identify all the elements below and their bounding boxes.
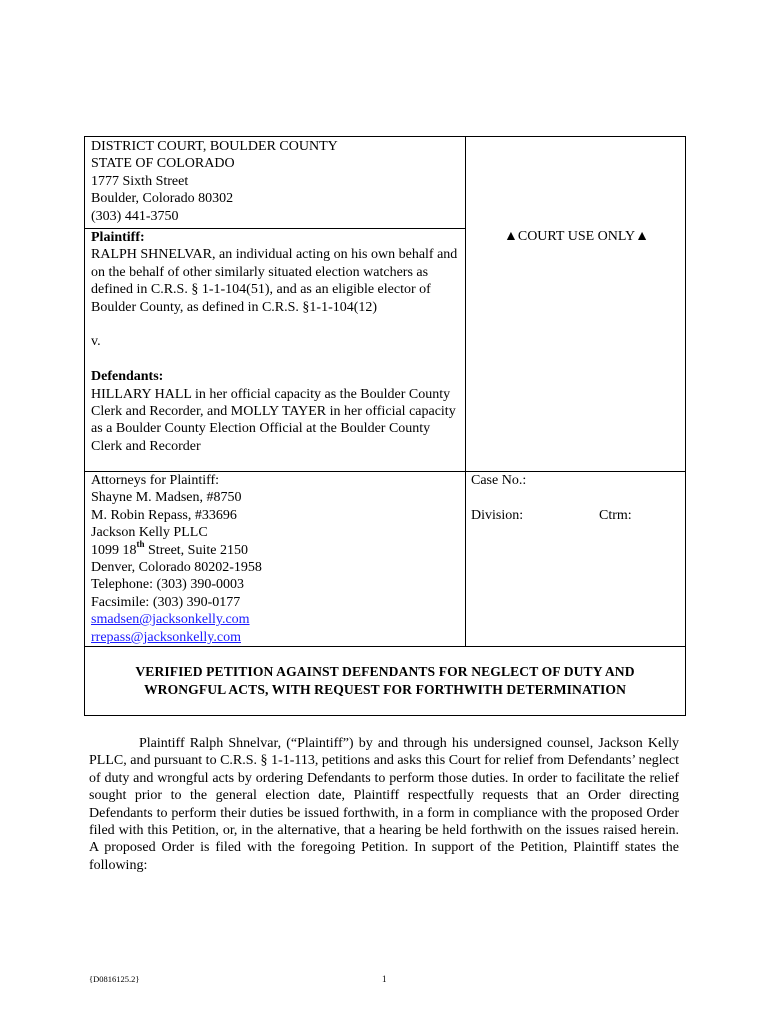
attorney-name: M. Robin Repass, #33696	[91, 507, 237, 523]
column-divider	[465, 137, 466, 647]
plaintiff-label: Plaintiff:	[91, 230, 145, 245]
court-name: DISTRICT COURT, BOULDER COUNTY	[91, 139, 338, 154]
division-label: Division:	[471, 507, 524, 523]
defendants-label: Defendants:	[91, 369, 164, 385]
court-state: STATE OF COLORADO	[91, 156, 235, 172]
firm-telephone: Telephone: (303) 390-0003	[91, 577, 244, 593]
defendants-text: HILLARY HALL in her official capacity as the Boulder County Clerk and Recorder, and MOLLY TAYER in her official capacity as a Boulder County Election Official at the Boulder County Clerk and Recorder	[91, 386, 456, 454]
attorneys-block	[91, 472, 461, 646]
parties-block	[91, 229, 459, 455]
caption-table	[84, 136, 686, 716]
firm-city: Denver, Colorado 80202-1958	[91, 560, 262, 576]
plaintiff-text: RALPH SHNELVAR, an individual acting on his own behalf and on the behalf of other similarly situated election watchers as defined in C.R.S. § 1-1-104(51), and as an eligible elector of Boulder County, as defined in C.R.S. §1-1-104(12)	[91, 247, 458, 315]
case-number-label: Case No.:	[471, 473, 527, 488]
court-use-only: ▲COURT USE ONLY▲	[504, 229, 649, 244]
body-paragraph: Plaintiff Ralph Shnelvar, (“Plaintiff”) by and through his undersigned counsel, Jackson Kelly PLLC, and pursuant to C.R.S. § 1-1-113, petitions and asks this Court for relief from Defendants’ neglect of duty and wrongful acts by ordering Defendants to perform those duties. In order to facilitate the relief sought prior to the general election date, Plaintiff respectfully requests that an Order directing Defendants to perform their duties be issued forthwith, in a form in compliance with the proposed Order filed with this Petition, or, in the alternative, that a hearing be held forthwith on the issues raised herein. A proposed Order is filed with the foregoing Petition. In support of the Petition, Plaintiff states the following:	[89, 736, 679, 873]
court-phone: (303) 441-3750	[91, 208, 179, 224]
firm-street: 1099 18th Street, Suite 2150	[91, 538, 248, 558]
document-id: {D0816125.2}	[89, 974, 140, 984]
case-info-block	[471, 472, 681, 524]
row-divider	[85, 646, 685, 647]
court-street: 1777 Sixth Street	[91, 173, 189, 189]
email-link[interactable]: rrepass@jacksonkelly.com	[91, 629, 241, 645]
document-title: VERIFIED PETITION AGAINST DEFENDANTS FOR NEGLECT OF DUTY AND WRONGFUL ACTS, WITH REQUEST FOR FORTHWITH DETERMINATION	[135, 664, 635, 697]
courtroom-label: Ctrm:	[599, 507, 632, 523]
attorneys-heading: Attorneys for Plaintiff:	[91, 473, 220, 488]
attorney-name: Shayne M. Madsen, #8750	[91, 490, 242, 506]
email-link[interactable]: smadsen@jacksonkelly.com	[91, 612, 250, 628]
court-city: Boulder, Colorado 80302	[91, 191, 234, 207]
court-block	[91, 138, 461, 225]
versus: v.	[91, 334, 101, 350]
law-firm: Jackson Kelly PLLC	[91, 525, 208, 541]
page-number: 1	[382, 974, 387, 984]
firm-facsimile: Facsimile: (303) 390-0177	[91, 594, 241, 610]
